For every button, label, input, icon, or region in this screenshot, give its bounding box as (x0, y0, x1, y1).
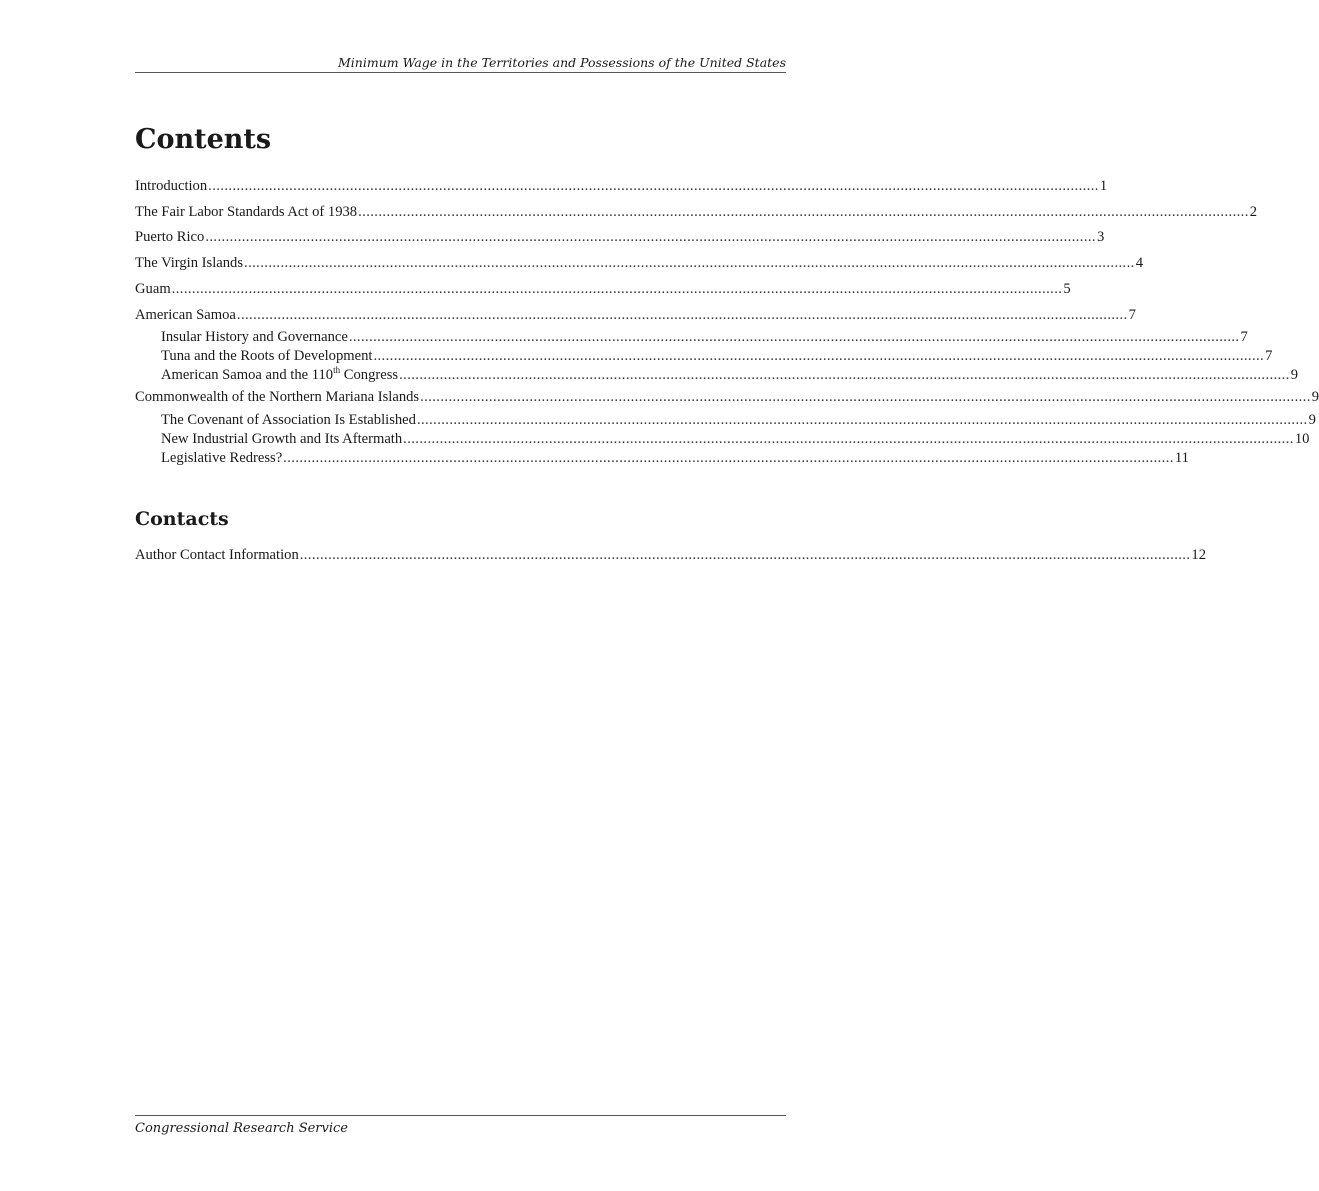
toc-entry-puerto-rico[interactable] (135, 229, 1105, 246)
toc-entry-covenant-of-association[interactable] (161, 412, 1316, 429)
contacts-heading: Contacts (135, 508, 229, 530)
toc-entry-title: Commonwealth of the Northern Mariana Islands (135, 389, 420, 405)
toc-entry-title: Tuna and the Roots of Development (161, 348, 373, 364)
dot-leader: ............................................................................................................................................................................................................................ (171, 281, 1063, 297)
toc-entry-title: New Industrial Growth and Its Aftermath (161, 431, 403, 447)
toc-entry-title: Legislative Redress? (161, 450, 283, 466)
toc-entry-title: Guam (135, 281, 171, 297)
toc-page-number: 9 (1308, 412, 1316, 428)
toc-entry-title: Insular History and Governance (161, 329, 348, 345)
toc-entry-title: The Covenant of Association Is Established (161, 412, 416, 428)
toc-entry-fair-labor-standards-act[interactable] (135, 204, 1258, 221)
toc-entry-tuna-roots[interactable] (161, 348, 1273, 365)
toc-entry-title: The Fair Labor Standards Act of 1938 (135, 204, 358, 220)
toc-page-number: 7 (1240, 329, 1248, 345)
running-footer: Congressional Research Service (135, 1121, 349, 1136)
toc-page-number: 9 (1311, 389, 1319, 405)
toc-page-number: 1 (1099, 178, 1108, 194)
toc-entry-virgin-islands[interactable] (135, 255, 1143, 272)
toc-entry-introduction[interactable] (135, 178, 1108, 195)
toc-entry-american-samoa-110th-congress[interactable] (161, 365, 1299, 384)
toc-page-number: 10 (1294, 431, 1310, 447)
toc-entry-author-contact-information[interactable] (135, 547, 1206, 564)
toc-page-number: 9 (1290, 367, 1299, 383)
dot-leader: ............................................................................................................................................................................................................................ (236, 307, 1128, 323)
contents-heading: Contents (135, 124, 272, 155)
dot-leader: ............................................................................................................................................................................................................................ (205, 229, 1096, 245)
dot-leader: ............................................................................................................................................................................................................................ (399, 367, 1290, 383)
toc-entry-insular-history[interactable] (161, 329, 1248, 346)
dot-leader: ............................................................................................................................................................................................................................ (420, 389, 1311, 405)
toc-page-number: 12 (1191, 547, 1206, 563)
ordinal-superscript: th (333, 365, 341, 375)
dot-leader: ............................................................................................................................................................................................................................ (244, 255, 1135, 271)
dot-leader: ............................................................................................................................................................................................................................ (299, 547, 1191, 563)
dot-leader: ............................................................................................................................................................................................................................ (348, 329, 1240, 345)
toc-entry-industrial-growth[interactable] (161, 431, 1310, 448)
toc-entry-guam[interactable] (135, 281, 1071, 298)
toc-entry-northern-mariana-islands[interactable] (135, 389, 1319, 406)
dot-leader: ............................................................................................................................................................................................................................ (208, 178, 1099, 194)
dot-leader: ............................................................................................................................................................................................................................ (283, 450, 1174, 466)
toc-page-number: 3 (1096, 229, 1105, 245)
toc-entry-title (161, 367, 398, 384)
footer-rule (135, 1115, 786, 1116)
running-header: Minimum Wage in the Territories and Possessions of the United States (338, 55, 786, 70)
toc-page-number: 5 (1063, 281, 1071, 297)
toc-page-number: 7 (1128, 307, 1136, 323)
toc-entry-title: Puerto Rico (135, 229, 205, 245)
toc-entry-title: The Virgin Islands (135, 255, 244, 271)
toc-page-number: 11 (1174, 450, 1189, 466)
toc-entry-title: Author Contact Information (135, 547, 299, 563)
dot-leader: ............................................................................................................................................................................................................................ (403, 431, 1294, 447)
toc-page-number: 2 (1249, 204, 1258, 220)
header-rule (135, 72, 786, 73)
toc-page-number: 7 (1265, 348, 1273, 364)
toc-entry-title: American Samoa (135, 307, 236, 323)
dot-leader: ............................................................................................................................................................................................................................ (358, 204, 1249, 220)
toc-entry-title-suffix: Congress (340, 367, 399, 383)
toc-entry-american-samoa[interactable] (135, 307, 1136, 324)
toc-entry-title: Introduction (135, 178, 208, 194)
dot-leader: ............................................................................................................................................................................................................................ (373, 348, 1265, 364)
toc-entry-title-prefix: American Samoa and the 110 (161, 367, 334, 383)
toc-page-number: 4 (1135, 255, 1143, 271)
dot-leader: ............................................................................................................................................................................................................................ (416, 412, 1308, 428)
toc-entry-legislative-redress[interactable] (161, 450, 1189, 467)
